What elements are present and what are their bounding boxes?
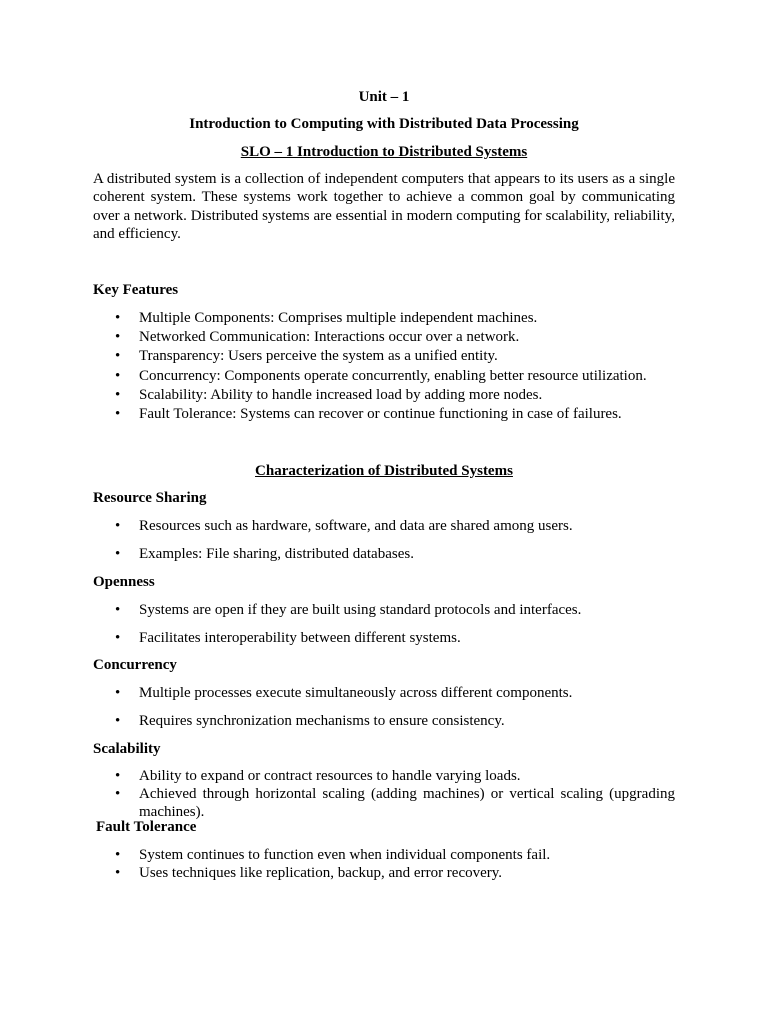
bullet-icon: •	[115, 713, 121, 729]
list-item: • Fault Tolerance: Systems can recover or continue functioning in case of failures.	[115, 405, 622, 422]
list-item: • Requires synchronization mechanisms to ensure consistency.	[115, 713, 505, 729]
resource-sharing-heading: Resource Sharing	[93, 490, 207, 506]
scalability-list	[93, 767, 675, 821]
concurrency-list	[93, 684, 675, 730]
bullet-icon: •	[115, 310, 121, 326]
list-item: • Networked Communication: Interactions occur over a network.	[115, 329, 520, 346]
resource-sharing-list	[93, 517, 675, 563]
list-item: • Uses techniques like replication, backup, and error recovery.	[115, 865, 503, 881]
list-item: • Ability to expand or contract resources to handle varying loads.	[115, 768, 521, 784]
key-features-list	[93, 309, 675, 423]
list-item: • System continues to function even when individual components fail.	[115, 847, 551, 863]
list-item: • Achieved through horizontal scaling (adding machines) or vertical scaling (upgrading machines).	[115, 786, 675, 820]
bullet-icon: •	[115, 546, 121, 562]
document-title: Introduction to Computing with Distributed Data Processing	[189, 116, 579, 132]
list-item: • Multiple processes execute simultaneously across different components.	[115, 685, 573, 701]
list-item: • Transparency: Users perceive the system as a unified entity.	[115, 348, 498, 365]
bullet-icon: •	[115, 602, 121, 618]
bullet-icon: •	[115, 630, 121, 646]
bullet-icon: •	[115, 518, 121, 534]
list-item: • Examples: File sharing, distributed databases.	[115, 546, 414, 562]
list-item: • Facilitates interoperability between different systems.	[115, 630, 461, 646]
slo-heading: SLO – 1 Introduction to Distributed Systems	[240, 144, 528, 160]
bullet-icon: •	[115, 405, 121, 422]
bullet-icon: •	[115, 329, 121, 346]
bullet-icon: •	[115, 367, 121, 384]
concurrency-heading: Concurrency	[93, 657, 177, 673]
openness-list	[93, 601, 675, 647]
list-item: • Concurrency: Components operate concurrently, enabling better resource utilization.	[115, 367, 647, 384]
list-item: • Multiple Components: Comprises multiple independent machines.	[115, 310, 538, 326]
bullet-icon: •	[115, 348, 121, 365]
unit-heading: Unit – 1	[358, 89, 410, 105]
list-item: • Scalability: Ability to handle increased load by adding more nodes.	[115, 386, 543, 403]
bullet-icon: •	[115, 386, 121, 403]
characterization-heading: Characterization of Distributed Systems	[255, 463, 513, 479]
key-features-heading: Key Features	[93, 282, 179, 298]
bullet-icon: •	[115, 865, 121, 881]
bullet-icon: •	[115, 768, 121, 784]
bullet-icon: •	[115, 685, 121, 701]
bullet-icon: •	[115, 847, 121, 863]
fault-tolerance-list	[93, 846, 675, 882]
openness-heading: Openness	[93, 574, 155, 590]
intro-paragraph: A distributed system is a collection of independent computers that appears to its users as a single coherent system. These systems work together to achieve a common goal by communicating over a network. Distributed systems are essential in modern computing for scalability, reliability, and efficiency.	[93, 171, 675, 242]
list-item: • Systems are open if they are built using standard protocols and interfaces.	[115, 602, 582, 618]
fault-tolerance-heading: Fault Tolerance	[96, 819, 197, 835]
list-item: • Resources such as hardware, software, and data are shared among users.	[115, 518, 573, 534]
scalability-heading: Scalability	[93, 741, 161, 757]
bullet-icon: •	[115, 786, 121, 802]
